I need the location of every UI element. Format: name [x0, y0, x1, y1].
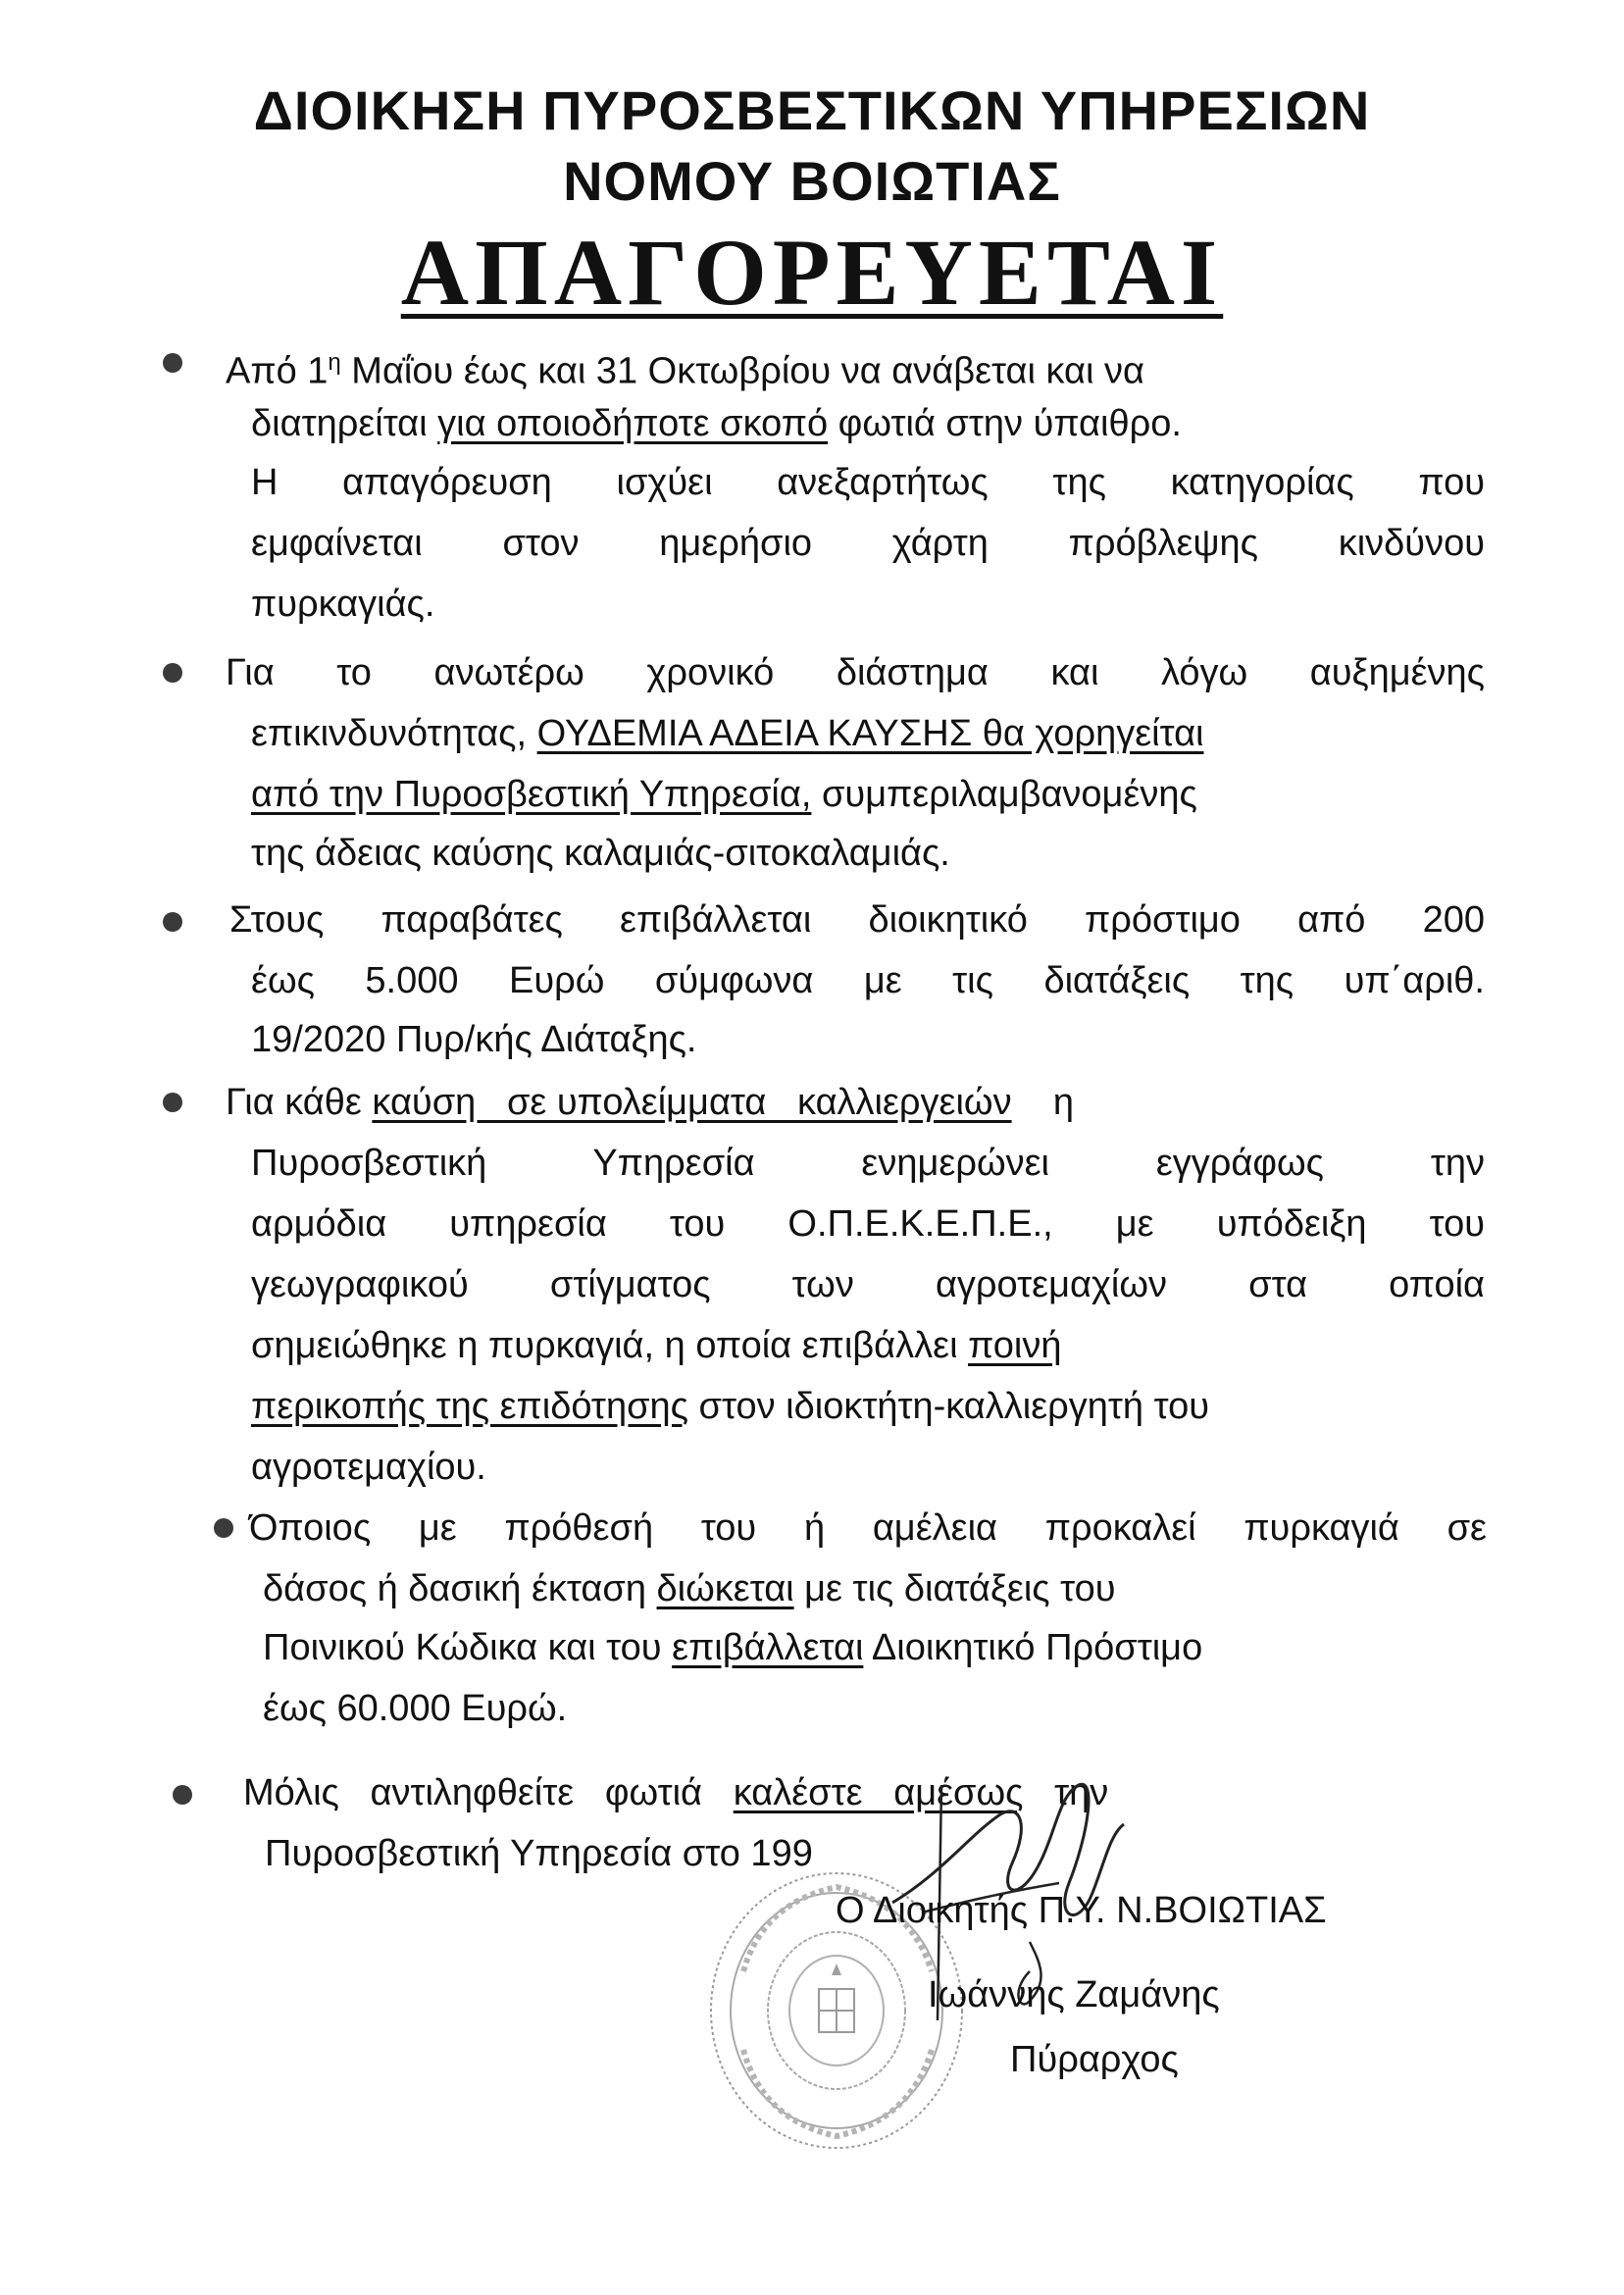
bullet-1-text-b: Μαΐου έως και 31 Οκτωβρίου να ανάβεται και να — [340, 350, 1144, 392]
bullet-2-line-3 — [251, 771, 1197, 818]
bullet-1-line-2-a: διατηρείται — [251, 403, 438, 444]
signoff-role: Ο Διοικητής Π.Υ. Ν.ΒΟΙΩΤΙΑΣ — [836, 1890, 1327, 1931]
bullet-2-underlined-1: ΟΥΔΕΜΙΑ ΑΔΕΙΑ ΚΑΥΣΗΣ θα χορηγείται — [536, 713, 1204, 754]
bullet-5-line-2 — [263, 1565, 1116, 1612]
bullet-2-underlined-2: από την Πυροσβεστική Υπηρεσία, — [251, 774, 812, 815]
bullet-4-line-1 — [226, 1079, 1485, 1126]
bullet-4-line-2: Πυροσβεστική Υπηρεσία ενημερώνει εγγράφως την — [251, 1143, 1485, 1184]
bullet-5-line-3-b: Διοικητικό Πρόστιμο — [863, 1627, 1203, 1668]
bullet-6-underlined: καλέστε αμέσως — [733, 1772, 1024, 1813]
bullet-2-dot — [163, 663, 182, 683]
bullet-4-underlined-1: καύση σε υπολείμματα καλλιεργειών — [372, 1082, 1012, 1123]
bullet-5-underlined-2: επιβάλλεται — [672, 1627, 864, 1668]
bullet-2-line-4: της άδειας καύσης καλαμιάς-σιτοκαλαμιάς. — [251, 833, 950, 874]
bullet-6-line-1-b: την — [1023, 1772, 1109, 1813]
bullet-5-underlined-1: διώκεται — [656, 1568, 794, 1609]
bullet-3-dot — [163, 912, 182, 932]
bullet-5-line-2-a: δάσος ή δασική έκταση — [263, 1568, 657, 1609]
bullet-1-line-3: Η απαγόρευση ισχύει ανεξαρτήτως της κατηγορίας που — [251, 462, 1485, 503]
bullet-4-line-5 — [251, 1322, 1061, 1369]
bullet-1-line-2 — [251, 400, 1182, 447]
bullet-5-line-3-a: Ποινικού Κώδικα και του — [263, 1627, 673, 1668]
bullet-4-underlined-2: ποινή — [968, 1325, 1062, 1366]
page-title — [0, 218, 1624, 327]
bullet-4-line-6-b: στον ιδιοκτήτη-καλλιεργητή του — [687, 1386, 1210, 1427]
bullet-2-line-2-a: επικινδυνότητας, — [251, 713, 537, 754]
bullet-4-line-7: αγροτεμαχίου. — [251, 1447, 486, 1488]
bullet-3-line-1: Στους παραβάτες επιβάλλεται διοικητικό πρόστιμο από 200 — [229, 899, 1485, 941]
bullet-1-line-5: πυρκαγιάς. — [251, 584, 435, 625]
bullet-1-text-a: Από 1 — [226, 350, 329, 392]
bullet-4-line-3: αρμόδια υπηρεσία του Ο.Π.Ε.Κ.Ε.Π.Ε., με υπόδειξη του — [251, 1203, 1485, 1245]
bullet-6-line-1-a: Μόλις αντιληφθείτε φωτιά — [243, 1772, 734, 1813]
bullet-4-line-1-b: η — [1011, 1082, 1074, 1123]
bullet-2-line-1: Για το ανωτέρω χρονικό διάστημα και λόγω αυξημένης — [226, 652, 1485, 693]
bullet-1-line-1 — [226, 339, 1144, 395]
bullet-3-line-3: 19/2020 Πυρ/κής Διάταξης. — [251, 1019, 697, 1060]
bullet-6-line-2: Πυροσβεστική Υπηρεσία στο 199 — [265, 1833, 813, 1874]
bullet-1-line-2-b: φωτιά στην ύπαιθρο. — [828, 403, 1182, 444]
header-line-2: ΝΟΜΟΥ ΒΟΙΩΤΙΑΣ — [563, 150, 1061, 212]
bullet-2-line-2 — [251, 710, 1485, 757]
bullet-4-line-6 — [251, 1383, 1209, 1430]
header-line-1: ΔΙΟΙΚΗΣΗ ΠΥΡΟΣΒΕΣΤΙΚΩΝ ΥΠΗΡΕΣΙΩΝ — [253, 79, 1371, 141]
bullet-2-line-3-b: συμπεριλαμβανομένης — [811, 774, 1197, 815]
bullet-4-line-1-a: Για κάθε — [226, 1082, 373, 1123]
bullet-1-dot — [163, 353, 182, 373]
page-title-text: ΑΠΑΓΟΡΕΥΕΤΑΙ — [400, 220, 1224, 325]
signoff-name: Ιωάννης Ζαμάνης — [928, 1974, 1220, 2015]
bullet-4-line-5-a: σημειώθηκε η πυρκαγιά, η οποία επιβάλλει — [251, 1325, 969, 1366]
bullet-4-line-4: γεωγραφικού στίγματος των αγροτεμαχίων στα οποία — [251, 1264, 1485, 1305]
bullet-4-underlined-3: περικοπής της επιδότησης — [251, 1386, 688, 1427]
bullet-1-underlined: για οποιοδήποτε σκοπό — [437, 403, 829, 444]
bullet-3-line-2: έως 5.000 Ευρώ σύμφωνα με τις διατάξεις της υπ΄αριθ. — [251, 960, 1485, 1001]
bullet-1-superscript: η — [328, 349, 341, 376]
bullet-5-line-2-b: με τις διατάξεις του — [793, 1568, 1116, 1609]
bullet-6-line-1 — [243, 1769, 1508, 1816]
bullet-5-line-4: έως 60.000 Ευρώ. — [263, 1688, 568, 1729]
bullet-5-line-1: Όποιος με πρόθεσή του ή αμέλεια προκαλεί πυρκαγιά σε — [249, 1507, 1487, 1549]
bullet-5-dot — [214, 1518, 233, 1538]
bullet-5-line-3 — [263, 1624, 1202, 1671]
bullet-6-dot — [173, 1785, 192, 1805]
signoff-rank: Πύραρχος — [1010, 2039, 1179, 2080]
bullet-1-line-4: εμφαίνεται στον ημερήσιο χάρτη πρόβλεψης κινδύνου — [251, 523, 1485, 564]
bullet-4-dot — [163, 1093, 182, 1112]
